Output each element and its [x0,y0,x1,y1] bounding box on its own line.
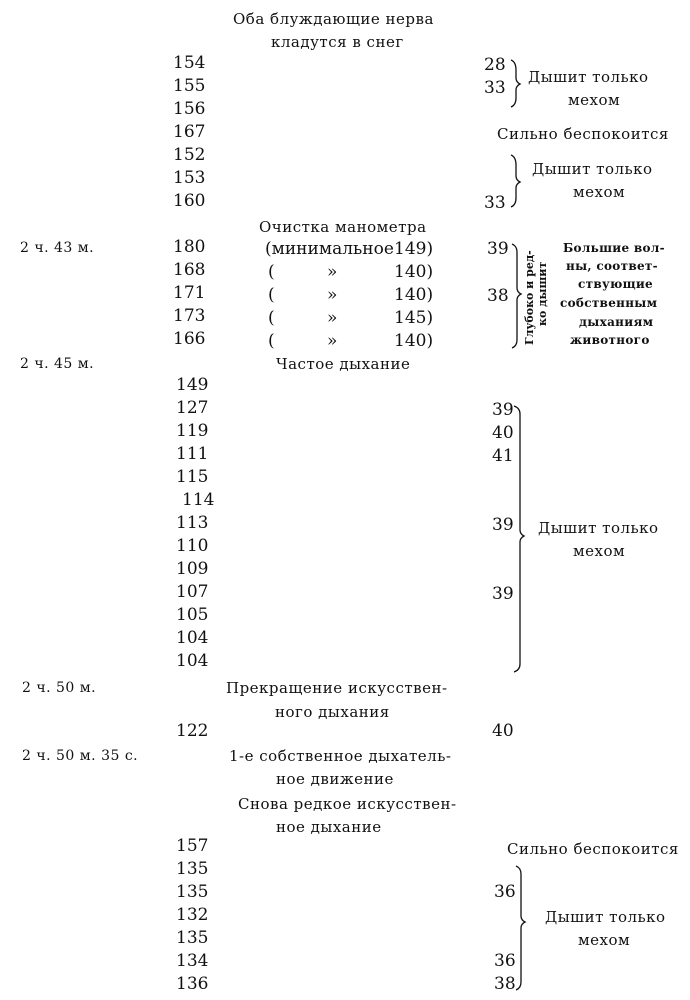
minimal-value: 145) [394,308,434,328]
heading-first-breath-line1: 1-е собственное дыхатель- [229,747,452,765]
note-waves-line: Большие вол- [563,241,665,255]
pressure-value: 171 [173,283,206,303]
pressure-value: 136 [176,974,209,994]
rate-value: 41 [492,446,514,466]
pressure-value: 167 [173,122,206,142]
pressure-value: 134 [176,951,209,971]
pressure-value: 119 [176,421,209,441]
note-bellows-line1: Дышит только [532,160,653,178]
pressure-value: 135 [176,882,209,902]
heading-first-breath-line2: ное движение [276,770,394,788]
note-bellows-line1: Дышит только [528,68,649,86]
ditto-mark: » [327,308,338,328]
pressure-value: 113 [176,513,209,533]
pressure-value: 135 [176,859,209,879]
pressure-value: 110 [176,536,209,556]
minimal-value: 140) [394,262,434,282]
pressure-value: 152 [173,145,206,165]
pressure-value: 105 [176,605,209,625]
minimal-value: 149) [394,239,434,259]
pressure-value: 156 [173,99,206,119]
brace [514,406,524,672]
pressure-value: 166 [173,329,206,349]
time-label: 2 ч. 50 м. 35 с. [22,748,139,764]
note-bellows-line1: Дышит только [545,908,666,926]
note-bellows-line2: мехом [573,542,626,560]
time-label: 2 ч. 43 м. [20,240,95,256]
rate-value: 39 [492,584,514,604]
minimal-value: 140) [394,285,434,305]
note-waves-line: собственным [560,296,658,310]
ditto-mark: » [327,262,338,282]
ditto-mark: » [327,285,338,305]
rate-value: 39 [492,515,514,535]
rate-value: 36 [494,951,516,971]
rate-value: 39 [487,239,509,259]
pressure-value: 107 [176,582,209,602]
minimal-paren: ( [268,331,275,351]
heading-vagus-line2: кладутся в снег [271,33,404,51]
minimal-paren: ( [268,262,275,282]
heading-vagus-line1: Оба блуждающие нерва [233,10,434,28]
rate-value: 28 [484,55,506,75]
pressure-value: 104 [176,628,209,648]
pressure-value: 127 [176,398,209,418]
brace [512,244,521,348]
note-bellows-line1: Дышит только [538,519,659,537]
note-waves-line: ны, соответ- [566,259,658,273]
note-bellows-line2: мехом [573,183,626,201]
note-bellows-line2: мехом [568,91,621,109]
minimal-paren: ( [268,285,275,305]
pressure-value: 135 [176,928,209,948]
minimal-value: 140) [394,331,434,351]
heading-again-line1: Снова редкое искусствен- [238,795,457,813]
rate-value: 33 [484,193,506,213]
pressure-value: 173 [173,306,206,326]
pressure-value: 132 [176,905,209,925]
pressure-value: 153 [173,168,206,188]
rate-value: 36 [494,882,516,902]
note-bellows-line2: мехом [578,931,631,949]
note-waves-line: ствующие [578,277,653,291]
heading-stop-line1: Прекращение искусствен- [226,679,448,697]
pressure-value: 114 [182,490,215,510]
rate-value: 40 [492,721,514,741]
pressure-value: 104 [176,651,209,671]
pressure-value: 157 [176,836,209,856]
heading-again-line2: ное дыхание [276,818,382,836]
pressure-value: 122 [176,721,209,741]
brace [511,155,520,207]
rate-value: 39 [492,400,514,420]
heading-manometer: Очистка манометра [259,218,427,236]
pressure-value: 180 [173,237,206,257]
pressure-value: 160 [173,191,206,211]
pressure-value: 115 [176,467,209,487]
brace [511,60,520,107]
heading-frequent-breathing: Частое дыхание [276,355,411,373]
rate-value: 38 [494,974,516,994]
rate-value: 33 [484,78,506,98]
time-label: 2 ч. 50 м. [22,680,97,696]
note-waves-line: дыханиям [579,315,654,329]
heading-stop-line2: ного дыхания [275,703,390,721]
minimal-paren: ( [268,308,275,328]
time-label: 2 ч. 45 м. [20,356,95,372]
note-waves-line: животного [570,333,650,347]
pressure-value: 111 [176,444,209,464]
pressure-value: 109 [176,559,209,579]
note-restless: Сильно беспокоится [507,840,679,858]
pressure-value: 155 [173,76,206,96]
ditto-mark: » [327,331,338,351]
note-restless: Сильно беспокоится [497,125,669,143]
rate-value: 38 [487,286,509,306]
pressure-value: 154 [173,53,206,73]
pressure-value: 168 [173,260,206,280]
note-deep-rare-line1: Глубоко и ред- [523,250,536,345]
brace [516,866,525,990]
note-deep-rare-line2: ко дышит [536,261,549,326]
rate-value: 40 [492,423,514,443]
minimal-label: (минимальное [265,239,394,259]
pressure-value: 149 [176,375,209,395]
